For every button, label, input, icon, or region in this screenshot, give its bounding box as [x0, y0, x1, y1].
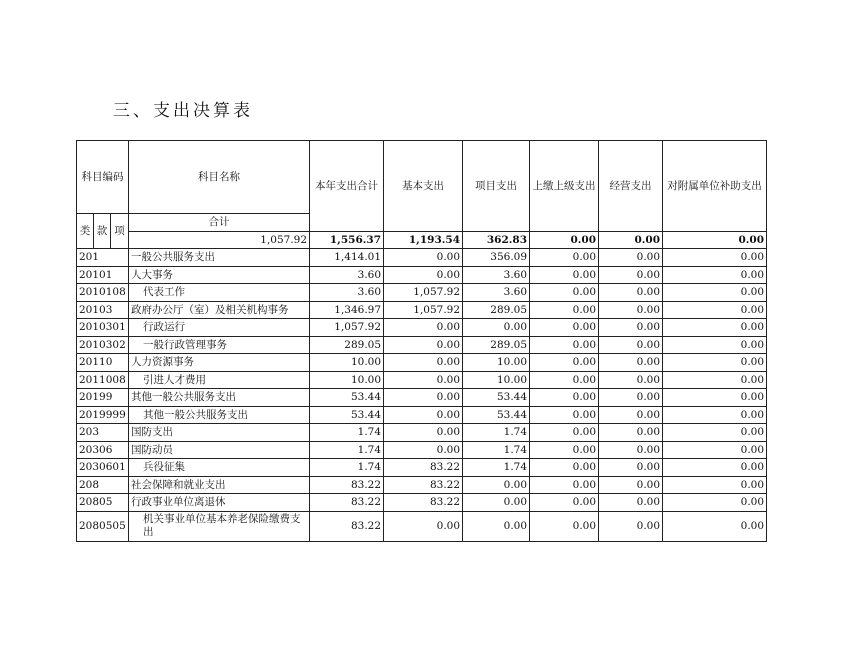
row-basic: 0.00	[384, 336, 463, 354]
row-subsidiary: 0.00	[663, 389, 767, 407]
row-subsidiary: 0.00	[663, 249, 767, 267]
row-total: 1,346.97	[310, 301, 384, 319]
row-code: 2030601	[77, 459, 129, 477]
row-project: 10.00	[463, 371, 530, 389]
row-total: 3.60	[310, 266, 384, 284]
row-name: 引进人才费用	[129, 371, 310, 389]
row-basic: 0.00	[384, 424, 463, 442]
row-code: 2011008	[77, 371, 129, 389]
row-subsidiary: 0.00	[663, 336, 767, 354]
row-code: 20101	[77, 266, 129, 284]
header-row	[77, 141, 767, 214]
row-operating: 0.00	[599, 476, 663, 494]
row-code: 20805	[77, 494, 129, 512]
table-row	[77, 441, 767, 459]
table-row	[77, 389, 767, 407]
row-project: 289.05	[463, 336, 530, 354]
header-code: 科目编码	[77, 141, 129, 214]
row-upper: 0.00	[530, 511, 599, 541]
header-kuan: 款	[94, 214, 111, 249]
row-upper: 0.00	[530, 424, 599, 442]
summary-subsidiary: 0.00	[663, 231, 767, 249]
row-project: 1.74	[463, 424, 530, 442]
row-project: 1.74	[463, 441, 530, 459]
row-upper: 0.00	[530, 406, 599, 424]
row-project: 0.00	[463, 511, 530, 541]
row-total: 1,414.01	[310, 249, 384, 267]
row-name: 行政事业单位离退休	[129, 494, 310, 512]
row-project: 53.44	[463, 406, 530, 424]
row-total: 1,057.92	[310, 319, 384, 337]
row-project: 3.60	[463, 266, 530, 284]
row-operating: 0.00	[599, 494, 663, 512]
table-row	[77, 266, 767, 284]
row-subsidiary: 0.00	[663, 511, 767, 541]
row-code: 208	[77, 476, 129, 494]
row-name: 其他一般公共服务支出	[129, 389, 310, 407]
summary-upper: 0.00	[530, 231, 599, 249]
table-row	[77, 476, 767, 494]
page-title: 三、支出决算表	[113, 101, 253, 121]
row-code: 2010108	[77, 284, 129, 302]
row-operating: 0.00	[599, 301, 663, 319]
row-operating: 0.00	[599, 371, 663, 389]
row-project: 356.09	[463, 249, 530, 267]
table-row	[77, 284, 767, 302]
row-name: 代表工作	[129, 284, 310, 302]
row-project: 0.00	[463, 319, 530, 337]
summary-operating: 0.00	[599, 231, 663, 249]
row-name: 社会保障和就业支出	[129, 476, 310, 494]
header-operating: 经营支出	[599, 141, 663, 232]
row-subsidiary: 0.00	[663, 266, 767, 284]
row-operating: 0.00	[599, 406, 663, 424]
table-row	[77, 511, 767, 541]
row-total: 53.44	[310, 406, 384, 424]
row-subsidiary: 0.00	[663, 424, 767, 442]
table-row	[77, 406, 767, 424]
row-code: 20306	[77, 441, 129, 459]
row-upper: 0.00	[530, 301, 599, 319]
header-xiang: 项	[111, 214, 129, 249]
row-upper: 0.00	[530, 336, 599, 354]
row-subsidiary: 0.00	[663, 284, 767, 302]
header-name: 科目名称	[129, 141, 310, 214]
table-row	[77, 336, 767, 354]
row-basic: 0.00	[384, 319, 463, 337]
row-code: 20199	[77, 389, 129, 407]
row-code: 203	[77, 424, 129, 442]
table-row	[77, 459, 767, 477]
row-basic: 0.00	[384, 389, 463, 407]
row-project: 3.60	[463, 284, 530, 302]
header-project: 项目支出	[463, 141, 530, 232]
sum-label: 合计	[129, 214, 310, 232]
row-code: 201	[77, 249, 129, 267]
row-code: 20103	[77, 301, 129, 319]
row-code: 20110	[77, 354, 129, 372]
row-code: 2010302	[77, 336, 129, 354]
row-upper: 0.00	[530, 284, 599, 302]
summary-total: 1,556.37	[310, 231, 384, 249]
row-upper: 0.00	[530, 389, 599, 407]
row-operating: 0.00	[599, 249, 663, 267]
table-body	[77, 249, 767, 542]
row-operating: 0.00	[599, 266, 663, 284]
row-basic: 0.00	[384, 249, 463, 267]
row-operating: 0.00	[599, 441, 663, 459]
summary-row	[77, 231, 767, 249]
row-subsidiary: 0.00	[663, 476, 767, 494]
table-row	[77, 424, 767, 442]
table-row	[77, 494, 767, 512]
row-upper: 0.00	[530, 494, 599, 512]
header-subsidiary: 对附属单位补助支出	[663, 141, 767, 232]
row-project: 0.00	[463, 476, 530, 494]
summary-basic: 1,193.54	[384, 231, 463, 249]
row-basic: 0.00	[384, 354, 463, 372]
row-project: 10.00	[463, 354, 530, 372]
row-basic: 0.00	[384, 511, 463, 541]
row-operating: 0.00	[599, 336, 663, 354]
summary-first: 1,057.92	[129, 231, 310, 249]
row-name: 机关事业单位基本养老保险缴费支出	[129, 511, 310, 541]
row-name: 人大事务	[129, 266, 310, 284]
row-project: 1.74	[463, 459, 530, 477]
row-basic: 0.00	[384, 266, 463, 284]
header-total: 本年支出合计	[310, 141, 384, 232]
row-name: 人力资源事务	[129, 354, 310, 372]
row-code: 2010301	[77, 319, 129, 337]
row-operating: 0.00	[599, 319, 663, 337]
row-subsidiary: 0.00	[663, 371, 767, 389]
row-total: 3.60	[310, 284, 384, 302]
row-basic: 0.00	[384, 406, 463, 424]
row-project: 289.05	[463, 301, 530, 319]
table-row	[77, 301, 767, 319]
row-total: 83.22	[310, 494, 384, 512]
row-total: 10.00	[310, 371, 384, 389]
row-operating: 0.00	[599, 389, 663, 407]
row-subsidiary: 0.00	[663, 441, 767, 459]
expenditure-table	[76, 140, 767, 542]
table-row	[77, 319, 767, 337]
row-total: 1.74	[310, 441, 384, 459]
row-basic: 83.22	[384, 494, 463, 512]
row-subsidiary: 0.00	[663, 459, 767, 477]
row-basic: 0.00	[384, 371, 463, 389]
header-upper: 上缴上级支出	[530, 141, 599, 232]
row-total: 83.22	[310, 511, 384, 541]
row-upper: 0.00	[530, 354, 599, 372]
row-total: 83.22	[310, 476, 384, 494]
row-upper: 0.00	[530, 459, 599, 477]
row-subsidiary: 0.00	[663, 319, 767, 337]
row-operating: 0.00	[599, 284, 663, 302]
summary-project: 362.83	[463, 231, 530, 249]
row-operating: 0.00	[599, 459, 663, 477]
row-subsidiary: 0.00	[663, 406, 767, 424]
row-code: 2019999	[77, 406, 129, 424]
row-code: 2080505	[77, 511, 129, 541]
row-project: 53.44	[463, 389, 530, 407]
table-row	[77, 371, 767, 389]
row-subsidiary: 0.00	[663, 494, 767, 512]
row-total: 53.44	[310, 389, 384, 407]
row-name: 政府办公厅（室）及相关机构事务	[129, 301, 310, 319]
header-basic: 基本支出	[384, 141, 463, 232]
row-operating: 0.00	[599, 354, 663, 372]
row-name: 行政运行	[129, 319, 310, 337]
row-project: 0.00	[463, 494, 530, 512]
table-row	[77, 354, 767, 372]
row-name: 一般行政管理事务	[129, 336, 310, 354]
row-total: 1.74	[310, 459, 384, 477]
row-name: 国防动员	[129, 441, 310, 459]
row-basic: 83.22	[384, 459, 463, 477]
row-total: 10.00	[310, 354, 384, 372]
table-row	[77, 249, 767, 267]
row-name: 兵役征集	[129, 459, 310, 477]
row-subsidiary: 0.00	[663, 354, 767, 372]
row-subsidiary: 0.00	[663, 301, 767, 319]
row-operating: 0.00	[599, 424, 663, 442]
row-total: 1.74	[310, 424, 384, 442]
row-name: 其他一般公共服务支出	[129, 406, 310, 424]
row-upper: 0.00	[530, 266, 599, 284]
row-upper: 0.00	[530, 441, 599, 459]
row-upper: 0.00	[530, 476, 599, 494]
row-upper: 0.00	[530, 371, 599, 389]
row-basic: 0.00	[384, 441, 463, 459]
row-total: 289.05	[310, 336, 384, 354]
row-basic: 1,057.92	[384, 301, 463, 319]
row-name: 国防支出	[129, 424, 310, 442]
row-name: 一般公共服务支出	[129, 249, 310, 267]
row-upper: 0.00	[530, 319, 599, 337]
header-lei: 类	[77, 214, 94, 249]
row-basic: 83.22	[384, 476, 463, 494]
row-upper: 0.00	[530, 249, 599, 267]
row-basic: 1,057.92	[384, 284, 463, 302]
row-operating: 0.00	[599, 511, 663, 541]
